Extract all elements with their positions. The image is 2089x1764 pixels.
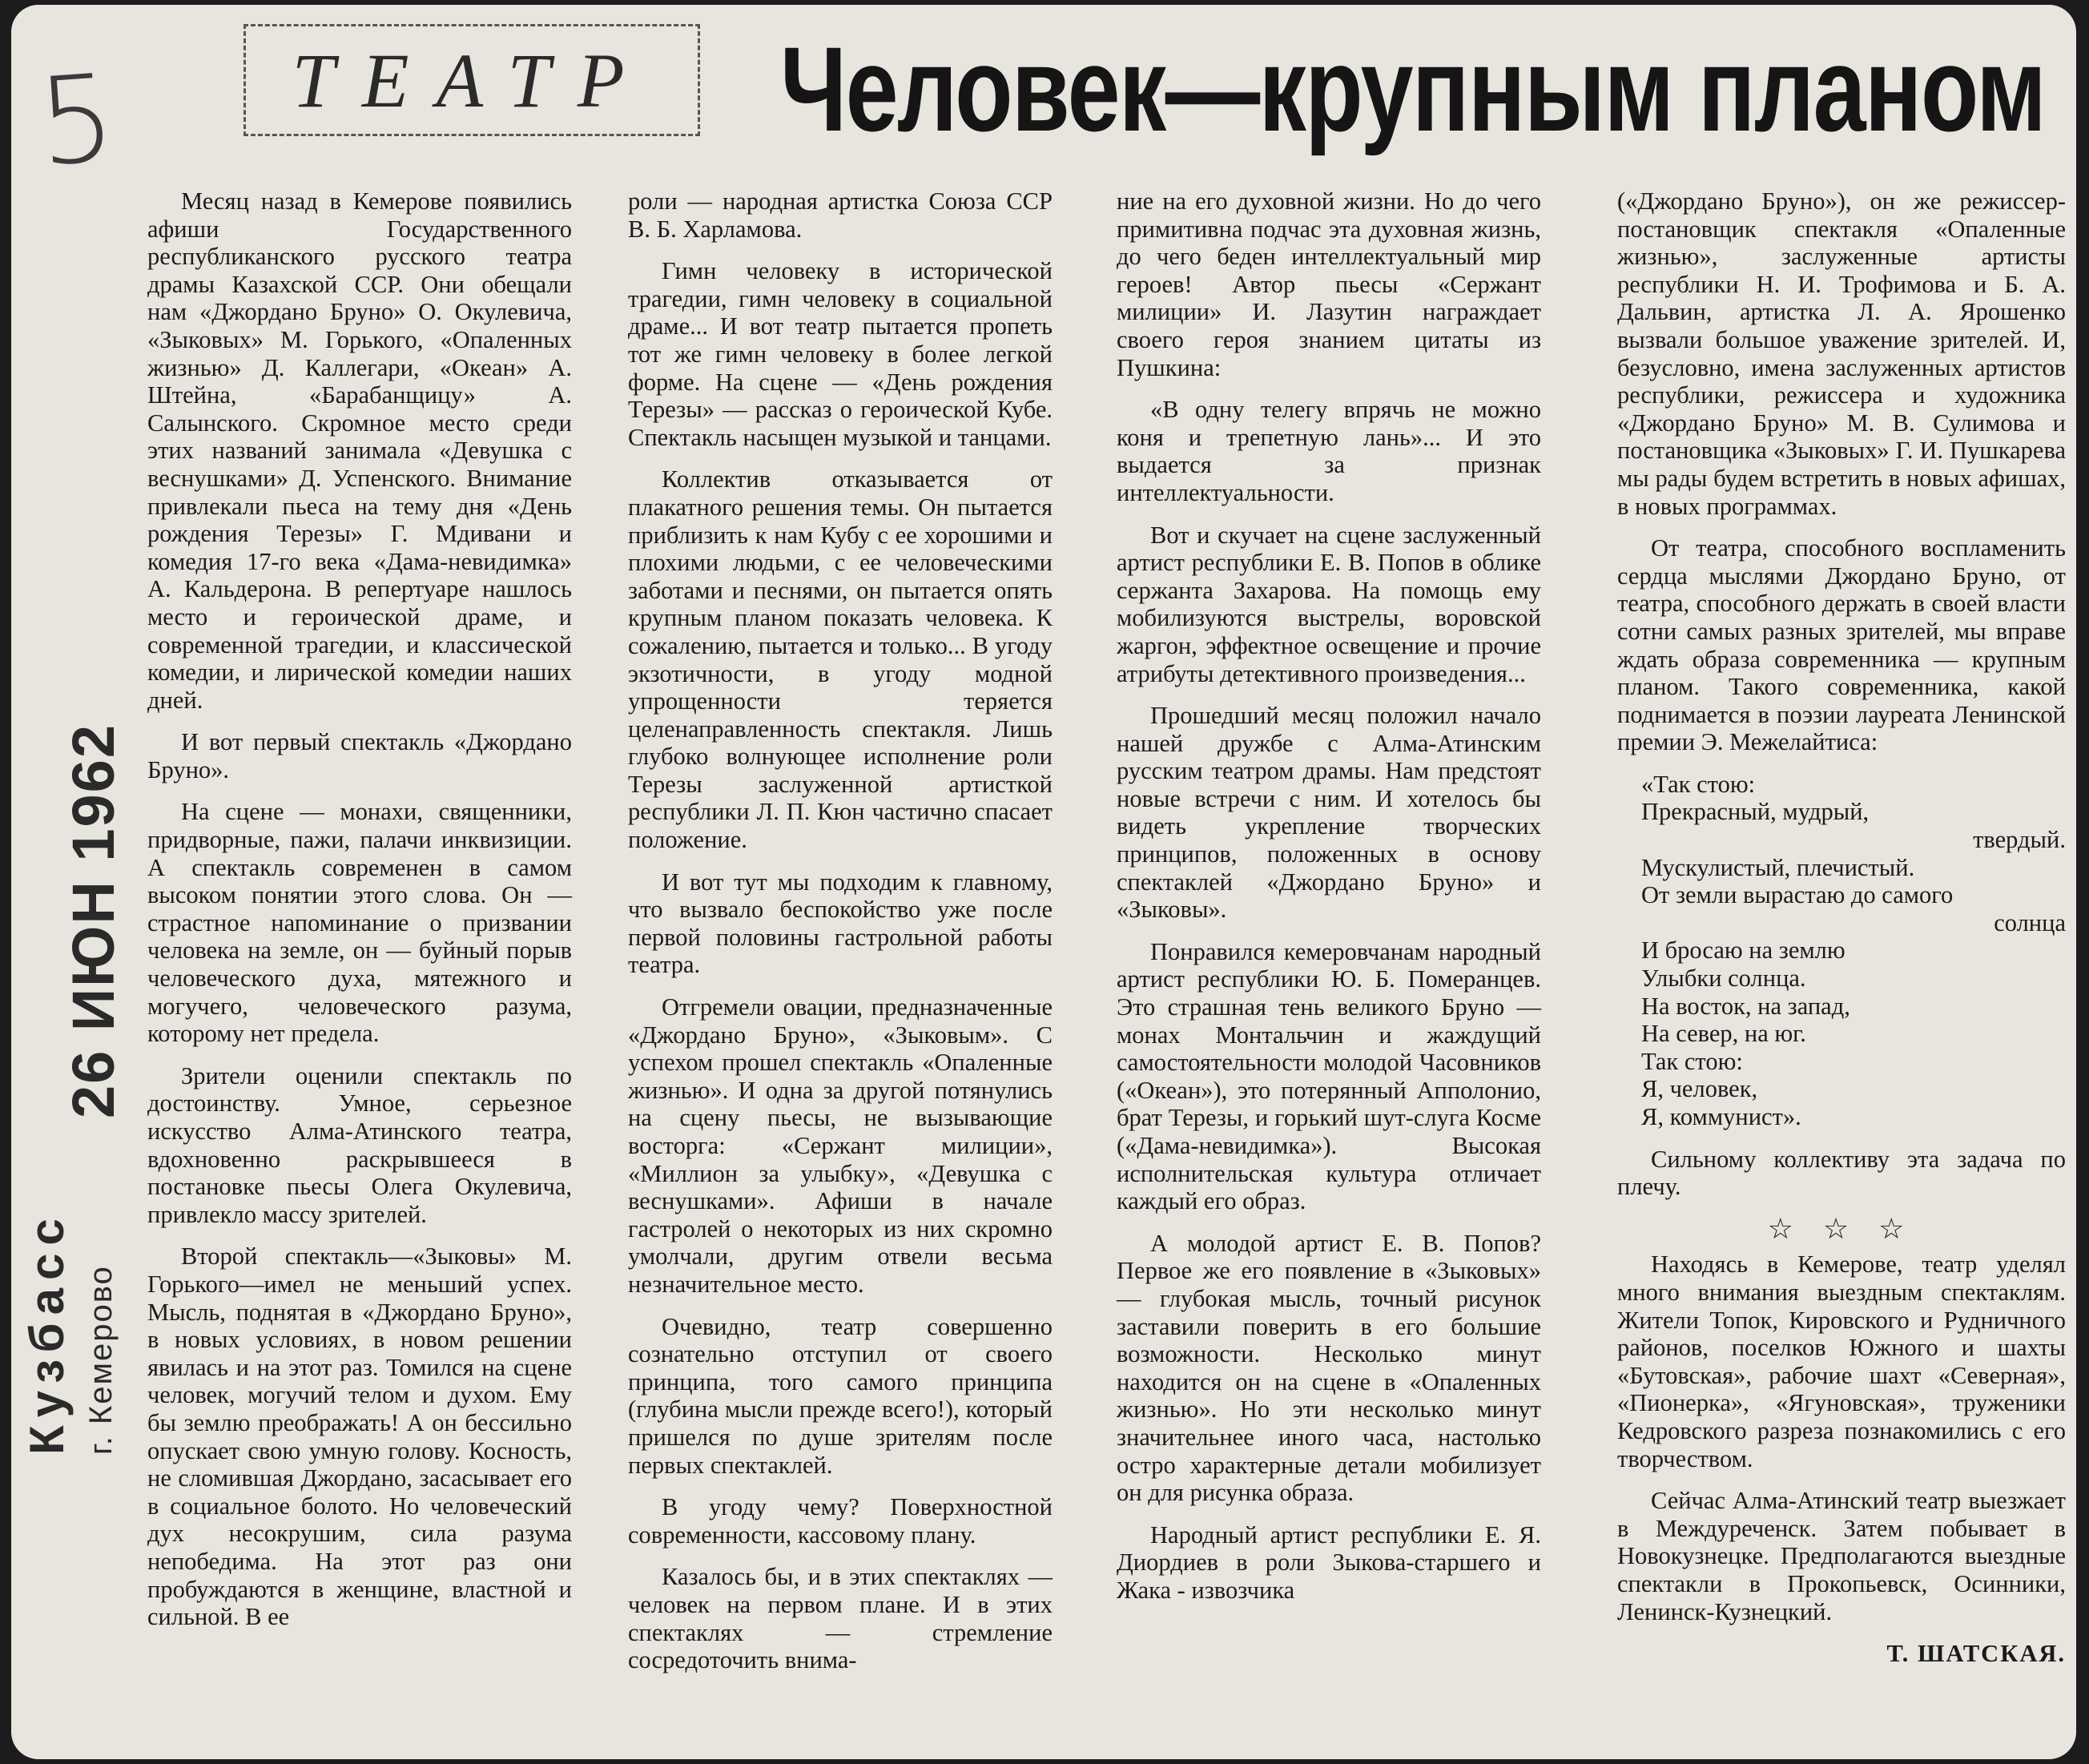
rubric-box xyxy=(244,24,700,136)
paragraph: Очевидно, театр совершенно сознательно отступил от своего принципа, того самого принципа (глубина мысли прежде всего!), который пришелся по душе зрителям после первых спектаклей. xyxy=(628,1312,1053,1479)
paragraph: Гимн человеку в исторической трагедии, гимн человеку в социальной драме... И вот театр пытается пропеть тот же гимн человеку в более легкой форме. На сцене — «День рождения Терезы» — рассказ о героической Кубе. Спектакль насыщен музыкой и танцами. xyxy=(628,257,1053,451)
poem-line: Так стою: xyxy=(1641,1047,1743,1075)
author-signature: Т. ШАТСКАЯ. xyxy=(1886,1640,2066,1668)
paragraph: Казалось бы, и в этих спектаклях — человек на первом плане. И в этих спектаклях — стремление сосредоточить внима- xyxy=(628,1563,1053,1674)
paragraph: В угоду чему? Поверхностной современности, кассовому плану. xyxy=(628,1493,1053,1549)
paragraph: А молодой артист Е. В. Попов? Первое же его появление в «Зыковых» — глубокая мысль, точный рисунок заставили поверить в его большие возможности. Несколько минут находится он на сцене в «Опаленных жизнью». Но эти несколько минут значительнее иного часа, настолько остро характерные детали мобилизует он для рисунка образа. xyxy=(1117,1229,1541,1507)
paragraph: И вот первый спектакль «Джордано Бруно». xyxy=(147,728,572,783)
paragraph: «В одну телегу впрячь не можно коня и трепетную лань»... И это выдается за признак интеллектуальности. xyxy=(1117,396,1541,506)
poem-line: На восток, на запад, xyxy=(1641,992,1850,1020)
paragraph: Коллектив отказывается от плакатного решения темы. Он пытается приблизить к нам Кубу с ее хорошими и плохими людьми, с ее человеческими заботами и песнями, он пытается опять крупным планом показать человека. К сожалению, пытается и только... В угоду экзотичности, в угоду модной упрощенности теряется целенаправленность спектакля. Лишь глубоко волнующее исполнение роли Терезы заслуженной артисткой республики Л. П. Кюн частично спасает положение. xyxy=(628,465,1053,854)
poem-line: «Так стою: xyxy=(1641,770,1756,798)
section-divider-stars: ☆ ☆ ☆ xyxy=(1767,1212,1916,1245)
paragraph: роли — народная артистка Союза ССР В. Б. Харламова. xyxy=(628,187,1053,243)
paragraph: Второй спектакль—«Зыковы» М. Горького—имел не меньший успех. Мысль, поднятая в «Джордано Бруно», в новых условиях, в новом решении явилась и на этот раз. Томился на сцене человек, могучий телом и духом. Ему бы землю преображать! А он бессильно опускает свою умную голову. Косность, не сломившая Джордано, засасывает его в социальное болото. Но человеческий дух несокрушим, сила разума непобедима. На этот раз они пробуждаются в женщине, властной и сильной. В ее xyxy=(147,1242,572,1631)
paragraph: Вот и скучает на сцене заслуженный артист республики Е. В. Попов в облике сержанта Захарова. На помощь ему мобилизуются выстрелы, воровской жаргон, эффектное освещение и прочие атрибуты детективного произведения... xyxy=(1117,521,1541,687)
newspaper-clipping xyxy=(11,5,2076,1759)
poem-line: От земли вырастаю до самого xyxy=(1641,881,1954,909)
stamp-newspaper-name: Кузбасс xyxy=(20,1210,74,1455)
paragraph: Отгремели овации, предназначенные «Джордано Бруно», «Зыковым». С успехом прошел спектакль «Опаленные жизнью». И одна за другой потянулись на сцену пьесы, не вызывающие восторга: «Сержант милиции», «Миллион за улыбку», «Девушка с веснушками». Афиши в начале гастролей о некоторых из них скромно умолчали, другим отвели весьма незначительное место. xyxy=(628,993,1053,1298)
paragraph: ние на его духовной жизни. Но до чего примитивна подчас эта духовная жизнь, до чего беден интеллектуальный мир героев! Автор пьесы «Сержант милиции» И. Лазутин награждает своего героя знанием цитаты из Пушкина: xyxy=(1117,187,1541,381)
article-column-2 xyxy=(628,187,1053,1689)
rubric-label: ТЕАТР xyxy=(292,37,652,123)
poem-line: солнца xyxy=(1994,908,2066,936)
poem-quote xyxy=(1617,771,2066,1131)
paragraph: От театра, способного воспламенить сердца мыслями Джордано Бруно, от театра, способного держать в своей власти сотни самых разных зрителей, мы вправе ждать образа современника — крупным планом. Такого современника, какой поднимается в поэзии лауреата Ленинской премии Э. Межелайтиса: xyxy=(1617,534,2066,756)
poem-line: И бросаю на землю xyxy=(1641,936,1845,965)
article-column-3 xyxy=(1117,187,1541,1619)
poem-line: Я, человек, xyxy=(1641,1075,1758,1103)
paragraph: Месяц назад в Кемерове появились афиши Государственного республиканского русского театра драмы Казахской ССР. Они обещали нам «Джордано Бруно» О. Окулевича, «Зыковых» М. Горького, «Опаленных жизнью» Д. Каллегари, «Океан» А. Штейна, «Барабанщицу» А. Салынского. Скромное место среди этих названий занимала «Девушка с веснушками» Д. Успенского. Внимание привлекали пьеса на тему дня «День рождения Терезы» Г. Мдивани и комедия 17-го века «Дама-невидимка» А. Кальдерона. В репертуаре нашлось место и героической драме, и современной трагедии, и классической комедии, и лирической комедии наших дней. xyxy=(147,187,572,714)
stamp-date: 26 ИЮН 1962 xyxy=(60,723,127,1118)
article-headline: Человек—крупным планом xyxy=(780,22,2046,156)
poem-line: твердый. xyxy=(1973,826,2066,854)
paragraph: Сильному коллективу эта задача по плечу. xyxy=(1617,1145,2066,1201)
article-column-1 xyxy=(147,187,572,1645)
handwritten-page-number: 5 xyxy=(34,48,120,194)
poem-line: Улыбки солнца. xyxy=(1641,965,1806,993)
paragraph: Сейчас Алма-Атинский театр выезжает в Междуреченск. Затем побывает в Новокузнецке. Предполагаются выездные спектакли в Прокопьевск, Осинники, Ленинск-Кузнецкий. xyxy=(1617,1487,2066,1625)
poem-line: Прекрасный, мудрый, xyxy=(1641,798,1870,826)
poem-line: Я, коммунист». xyxy=(1641,1103,1801,1130)
poem-line: Мускулистый, плечистый. xyxy=(1641,853,1915,881)
paragraph: Находясь в Кемерове, театр уделял много внимания выездным спектаклям. Жители Топок, Кировского и Рудничного районов, поселков Южного и шахты «Бутовская», рабочие шахт «Северная», «Пионерка», «Ягуновская», труженики Кедровского разреза познакомились с его творчеством. xyxy=(1617,1251,2066,1472)
paragraph: На сцене — монахи, священники, придворные, пажи, палачи инквизиции. А спектакль современен в самом высоком понятии этого слова. Он — страстное напоминание о призвании человека на земле, он — буйный порыв человеческого духа, мятежного и могучего, человеческого разума, которому нет предела. xyxy=(147,798,572,1048)
paragraph: Прошедший месяц положил начало нашей дружбе с Алма-Атинским русским театром драмы. Нам предстоят новые встречи с ним. И хотелось бы видеть укрепление творческих принципов, положенных в основу спектаклей «Джордано Бруно» и «Зыковы». xyxy=(1117,702,1541,924)
stamp-city: г. Кемерово xyxy=(83,1265,119,1455)
paragraph: Народный артист республики Е. Я. Диордиев в роли Зыкова-старшего и Жака - извозчика xyxy=(1117,1520,1541,1604)
paragraph: Зрители оценили спектакль по достоинству. Умное, серьезное искусство Алма-Атинского театра, вдохновенно раскрывшееся в постановке пьесы Олега Окулевича, привлекло массу зрителей. xyxy=(147,1061,572,1228)
poem-line: На север, на юг. xyxy=(1641,1020,1806,1048)
article-column-4 xyxy=(1617,187,2066,1668)
paragraph: («Джордано Бруно»), он же режиссер-постановщик спектакля «Опаленные жизнью», заслуженные артисты республики Н. И. Трофимова и Б. А. Дальвин, артистка Л. А. Ярошенко вызвали большое уважение зрителей. И, безусловно, имена заслуженных артистов республики, режиссера и художника «Джордано Бруно» М. В. Сулимова и постановщика «Зыковых» Г. И. Пушкарева мы рады будем встретить в новых афишах, в новых программах. xyxy=(1617,187,2066,520)
paragraph: Понравился кемеровчанам народный артист республики Ю. Б. Померанцев. Это страшная тень великого Бруно — монах Монтальчин и жаждущий самостоятельности молодой Часовников («Океан»), это потерянный Апполонио, брат Терезы, и горький шут-слуга Косме («Дама-невидимка»). Высокая исполнительская культура отличает каждый его образ. xyxy=(1117,937,1541,1215)
paragraph: И вот тут мы подходим к главному, что вызвало беспокойство уже после первой половины гастрольной работы театра. xyxy=(628,868,1053,979)
